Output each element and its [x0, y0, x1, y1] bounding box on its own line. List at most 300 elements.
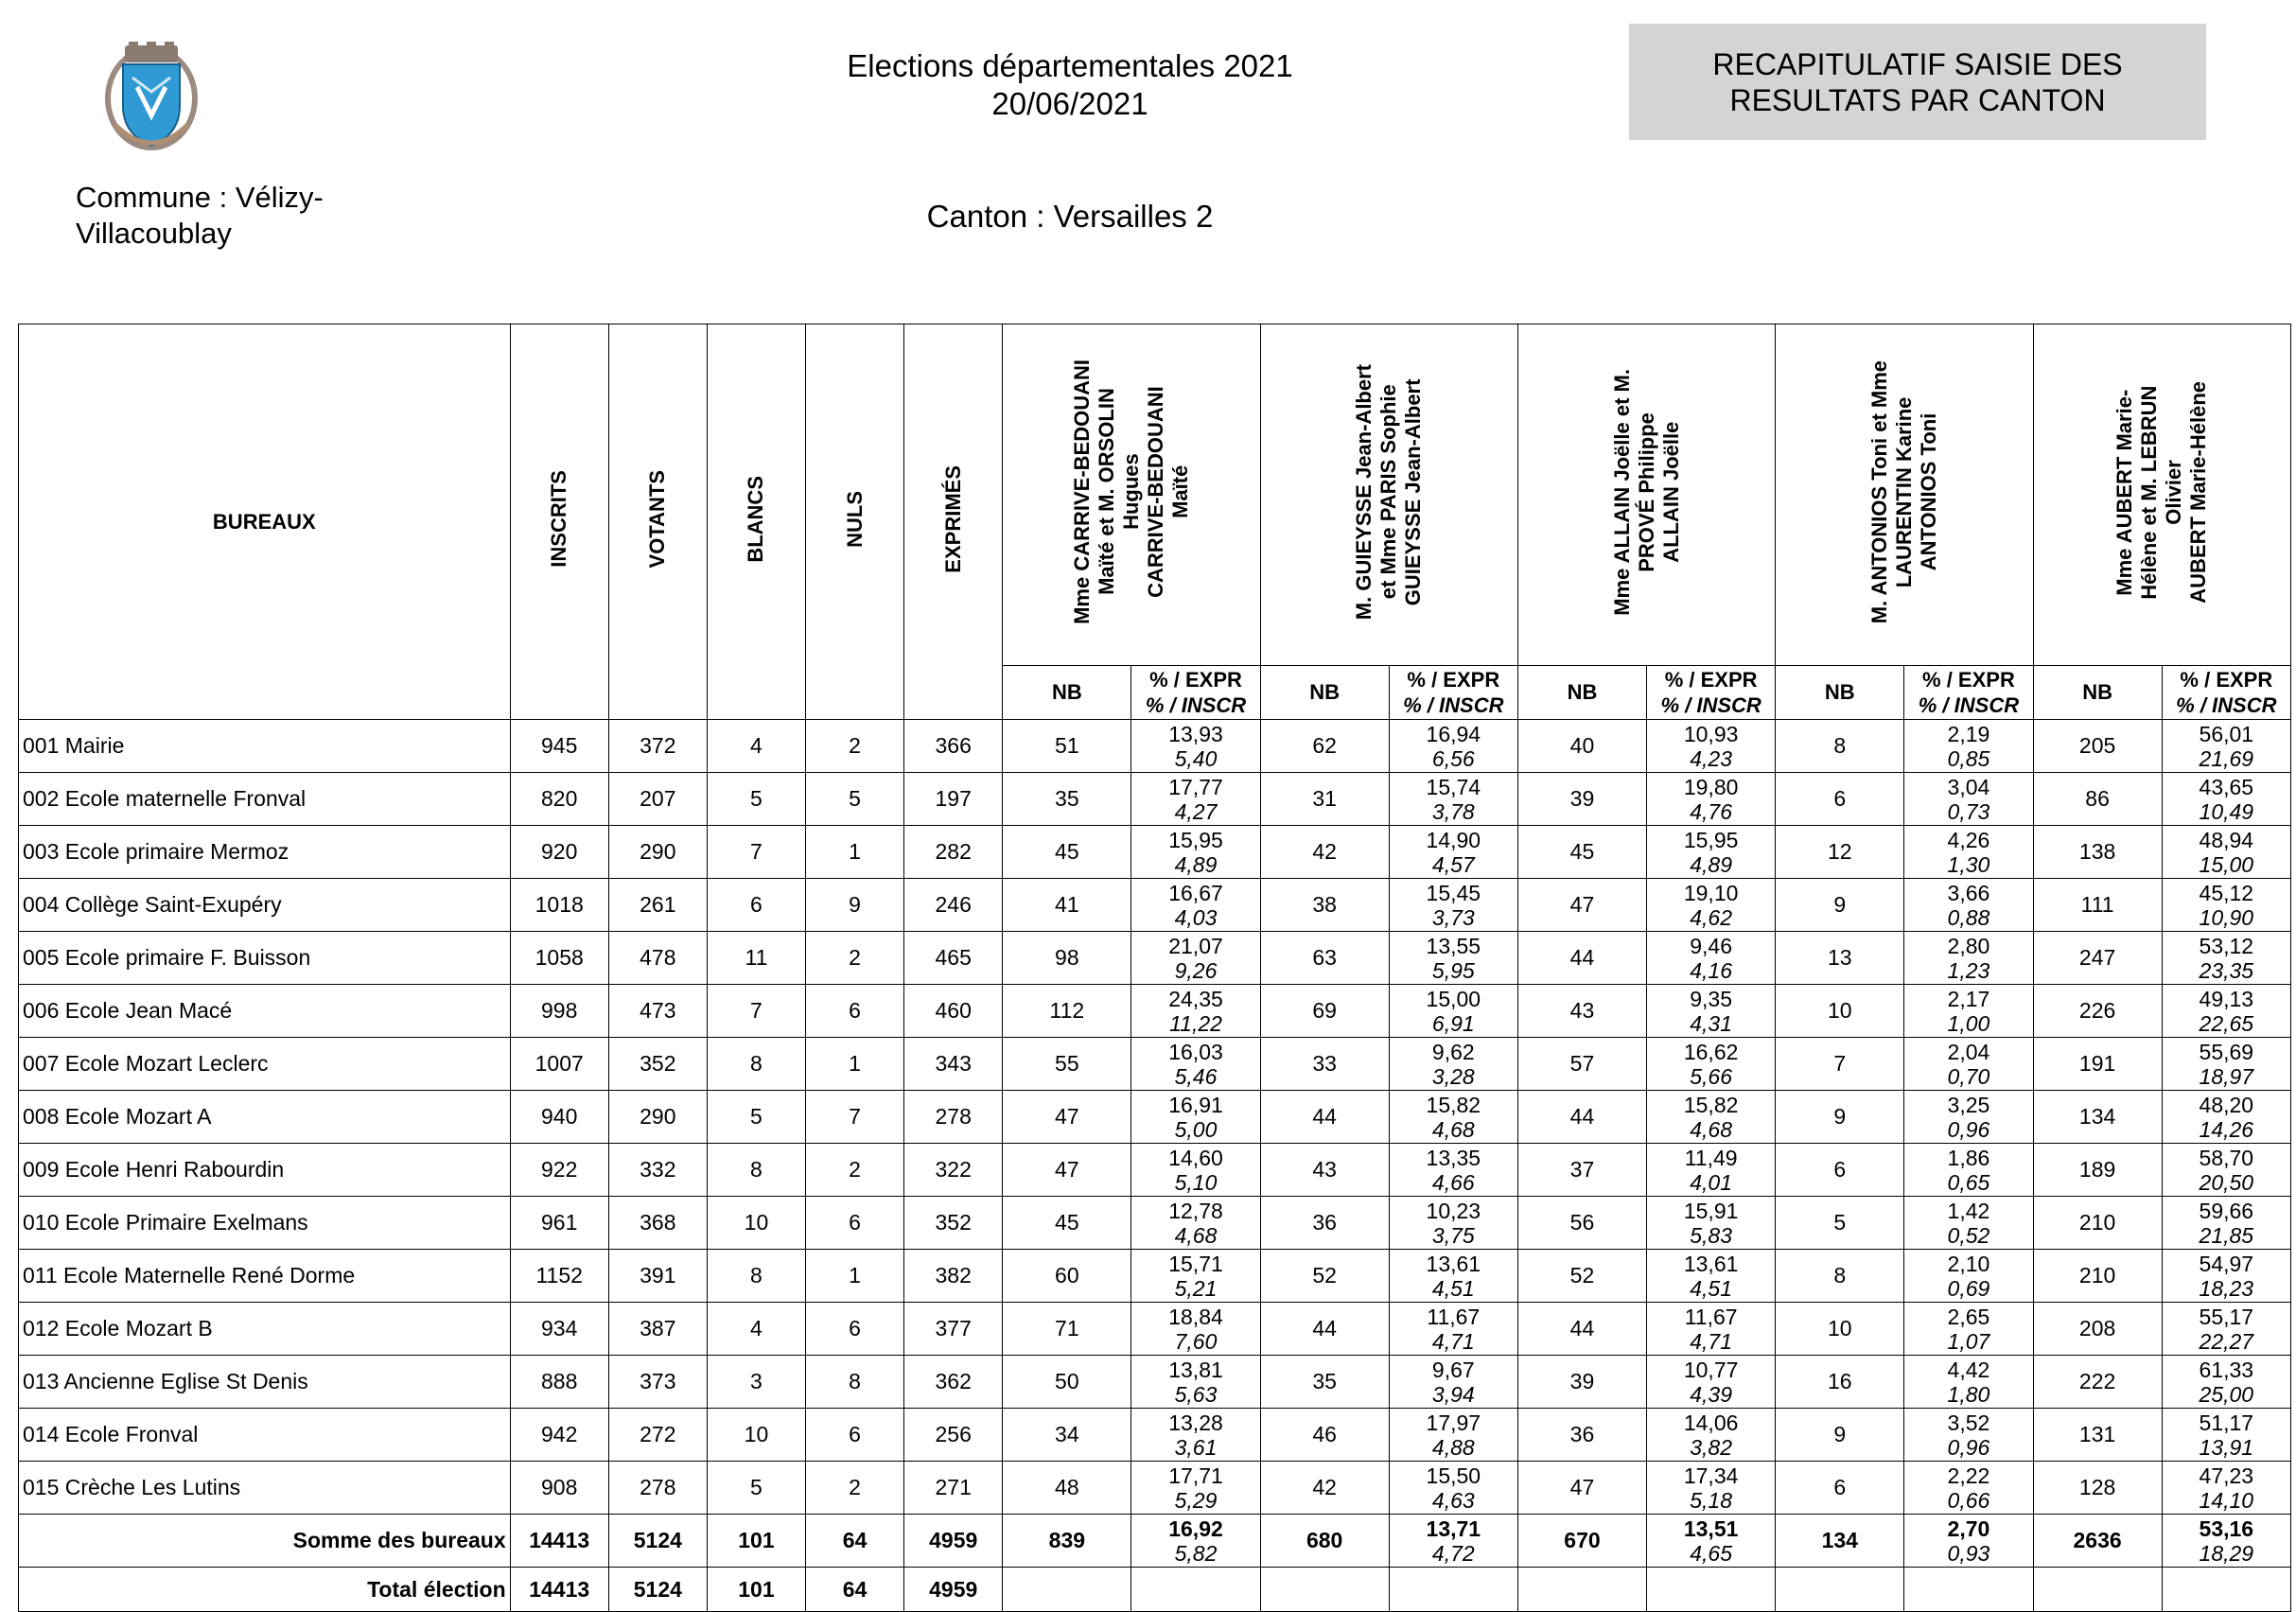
candidate-percent: [1647, 1250, 1776, 1303]
pct-expr-value: 48,94: [2199, 827, 2254, 852]
table-row: [19, 1038, 2291, 1091]
candidate-percent: [1131, 720, 1260, 773]
bureau-value-inscrits: 920: [510, 826, 608, 879]
pct-inscr-value: 11,22: [1169, 1010, 1222, 1036]
pct-inscr-value: 4,31: [1690, 1010, 1732, 1036]
candidate-votes: 43: [1517, 985, 1646, 1038]
bureau-value-exprimés: 366: [904, 720, 1003, 773]
bureau-value-inscrits: 1018: [510, 879, 608, 932]
candidate-votes: 36: [1260, 1197, 1389, 1250]
candidate-votes: 128: [2033, 1462, 2162, 1515]
bureau-name: 010 Ecole Primaire Exelmans: [19, 1197, 511, 1250]
pct-inscr-value: 0,66: [1947, 1487, 1990, 1513]
candidate-percent: [1904, 773, 2033, 826]
candidate-percent: [1389, 1409, 1517, 1462]
pct-inscr-value: 14,10: [2199, 1487, 2254, 1513]
candidate-percent: [1131, 1303, 1260, 1356]
candidate-percent: [1647, 1038, 1776, 1091]
table-row: [19, 1144, 2291, 1197]
table-row: [19, 1197, 2291, 1250]
candidate-votes: 62: [1260, 720, 1389, 773]
pct-header: [2162, 666, 2290, 720]
candidate-percent: [2162, 720, 2290, 773]
bureau-value-inscrits: 922: [510, 1144, 608, 1197]
candidate-percent: [1131, 1038, 1260, 1091]
pct-expr-value: 2,65: [1947, 1304, 1990, 1329]
pct-inscr-value: 5,29: [1174, 1487, 1218, 1513]
pct-inscr-value: 4,65: [1690, 1540, 1732, 1566]
pct-expr-value: 3,52: [1947, 1410, 1990, 1435]
pct-inscr-value: 21,69: [2199, 745, 2254, 771]
candidate-votes: 47: [1517, 879, 1646, 932]
pct-expr-value: 13,93: [1168, 721, 1223, 746]
pct-inscr-value: 4,16: [1690, 957, 1732, 983]
candidate-header: [2033, 324, 2290, 666]
candidate-percent: [2162, 1409, 2290, 1462]
candidate-percent: [1647, 1144, 1776, 1197]
candidate-votes: 6: [1776, 1144, 1904, 1197]
candidate-percent: [1131, 1515, 1260, 1568]
candidate-percent: [1389, 1462, 1517, 1515]
candidate-percent: [1131, 1356, 1260, 1409]
pct-expr-value: 14,60: [1168, 1145, 1223, 1170]
pct-inscr-value: 5,21: [1174, 1275, 1218, 1301]
pct-expr-value: 2,70: [1947, 1516, 1990, 1541]
candidate-percent: [2162, 773, 2290, 826]
bureau-value-blancs: 5: [707, 773, 805, 826]
bureau-value-votants: 368: [608, 1197, 707, 1250]
nb-header: NB: [2033, 666, 2162, 720]
pct-expr-value: 14,90: [1426, 827, 1481, 852]
bureau-name: 001 Mairie: [19, 720, 511, 773]
sum-value: 64: [806, 1515, 904, 1568]
candidate-percent: [2162, 1462, 2290, 1515]
pct-inscr-value: 4,01: [1690, 1169, 1732, 1195]
pct-expr-value: 15,74: [1426, 774, 1481, 799]
bureau-value-nuls: 1: [806, 826, 904, 879]
pct-inscr-value: 3,73: [1431, 904, 1475, 930]
pct-expr-value: 15,82: [1426, 1092, 1481, 1117]
pct-inscr-value: 5,40: [1174, 745, 1218, 771]
candidate-votes: 6: [1776, 773, 1904, 826]
pct-expr-value: 15,71: [1168, 1251, 1223, 1276]
candidate-votes: 52: [1517, 1250, 1646, 1303]
candidate-votes: 210: [2033, 1250, 2162, 1303]
candidate-percent: [1131, 1144, 1260, 1197]
candidate-votes: 37: [1517, 1144, 1646, 1197]
candidate-percent: [1389, 932, 1517, 985]
pct-expr-value: 13,71: [1426, 1516, 1481, 1541]
candidate-votes: 47: [1517, 1462, 1646, 1515]
pct-expr-header: % / EXPR: [2180, 668, 2273, 692]
bureau-value-exprimés: 246: [904, 879, 1003, 932]
candidate-votes: 8: [1776, 1250, 1904, 1303]
candidate-votes: 10: [1776, 985, 1904, 1038]
empty-cell: [1776, 1568, 1904, 1612]
pct-inscr-value: 4,57: [1431, 851, 1475, 877]
bureau-value-exprimés: 278: [904, 1091, 1003, 1144]
candidate-percent: [1131, 773, 1260, 826]
pct-inscr-value: 25,00: [2199, 1381, 2254, 1407]
candidate-votes: 71: [1003, 1303, 1131, 1356]
bureau-value-nuls: 8: [806, 1356, 904, 1409]
candidate-percent: [1904, 1250, 2033, 1303]
bureau-value-blancs: 7: [707, 985, 805, 1038]
candidate-votes: 46: [1260, 1409, 1389, 1462]
candidate-votes: 10: [1776, 1303, 1904, 1356]
pct-expr-value: 15,82: [1683, 1092, 1739, 1117]
pct-inscr-value: 4,76: [1690, 798, 1732, 824]
bureau-name: 015 Crèche Les Lutins: [19, 1462, 511, 1515]
pct-expr-value: 49,13: [2199, 986, 2254, 1011]
candidate-percent: [1904, 1038, 2033, 1091]
candidate-percent: [2162, 1144, 2290, 1197]
pct-expr-value: 24,35: [1168, 986, 1223, 1011]
candidate-votes: 47: [1003, 1091, 1131, 1144]
pct-inscr-value: 6,91: [1431, 1010, 1475, 1036]
pct-expr-value: 14,06: [1683, 1410, 1739, 1435]
candidate-percent: [2162, 826, 2290, 879]
candidate-percent: [1647, 985, 1776, 1038]
bureau-value-exprimés: 197: [904, 773, 1003, 826]
bureau-value-blancs: 4: [707, 720, 805, 773]
pct-expr-value: 53,12: [2199, 933, 2254, 958]
pct-inscr-header: % / INSCR: [2176, 693, 2277, 717]
candidate-percent: [2162, 985, 2290, 1038]
sum-value: 14413: [510, 1515, 608, 1568]
pct-inscr-value: 4,88: [1431, 1434, 1475, 1460]
candidate-votes: 9: [1776, 879, 1904, 932]
pct-inscr-value: 5,82: [1174, 1540, 1218, 1566]
pct-expr-value: 13,61: [1683, 1251, 1739, 1276]
bureau-value-votants: 391: [608, 1250, 707, 1303]
bureau-value-votants: 373: [608, 1356, 707, 1409]
candidate-percent: [1647, 773, 1776, 826]
candidate-percent: [1131, 1091, 1260, 1144]
pct-expr-value: 16,92: [1168, 1516, 1223, 1541]
candidate-votes: 56: [1517, 1197, 1646, 1250]
empty-cell: [1389, 1568, 1517, 1612]
pct-expr-value: 3,66: [1947, 880, 1990, 905]
sum-value: 101: [707, 1515, 805, 1568]
candidate-header: [1003, 324, 1260, 666]
candidate-percent: [1904, 1197, 2033, 1250]
bureau-value-votants: 478: [608, 932, 707, 985]
pct-expr-value: 1,42: [1947, 1198, 1990, 1223]
pct-expr-value: 17,71: [1168, 1463, 1223, 1488]
candidate-percent: [1131, 1409, 1260, 1462]
pct-expr-value: 9,46: [1690, 933, 1732, 958]
pct-expr-value: 13,28: [1168, 1410, 1223, 1435]
bureau-value-nuls: 1: [806, 1250, 904, 1303]
pct-inscr-value: 1,80: [1947, 1381, 1990, 1407]
pct-inscr-value: 7,60: [1174, 1328, 1218, 1354]
total-row-label: Total élection: [19, 1568, 511, 1612]
bureau-value-inscrits: 1058: [510, 932, 608, 985]
pct-header: [1647, 666, 1776, 720]
column-header-inscrits: [510, 324, 608, 720]
pct-expr-value: 18,84: [1168, 1304, 1223, 1329]
candidate-percent: [1647, 826, 1776, 879]
pct-expr-value: 13,55: [1426, 933, 1481, 958]
bureau-value-inscrits: 1152: [510, 1250, 608, 1303]
candidate-votes: 31: [1260, 773, 1389, 826]
candidate-percent: [1389, 879, 1517, 932]
candidate-percent: [1647, 1197, 1776, 1250]
pct-expr-value: 2,19: [1947, 721, 1990, 746]
bureau-value-votants: 290: [608, 1091, 707, 1144]
sum-row: [19, 1515, 2291, 1568]
candidate-percent: [1131, 826, 1260, 879]
pct-inscr-value: 22,27: [2199, 1328, 2254, 1354]
candidate-votes: 51: [1003, 720, 1131, 773]
pct-expr-value: 16,62: [1683, 1039, 1739, 1064]
bureau-value-inscrits: 934: [510, 1303, 608, 1356]
candidate-percent: [1904, 1462, 2033, 1515]
pct-expr-header: % / EXPR: [1664, 668, 1758, 692]
candidate-name: Mme CARRIVE-BEDOUANI Maïté et M. ORSOLIN Hugues CARRIVE-BEDOUANI Maïté: [1069, 359, 1192, 624]
pct-inscr-value: 23,35: [2199, 957, 2254, 983]
bureau-value-nuls: 2: [806, 1144, 904, 1197]
column-header-votants: [608, 324, 707, 720]
nb-header: NB: [1517, 666, 1646, 720]
candidate-votes: 39: [1517, 773, 1646, 826]
candidate-votes: 60: [1003, 1250, 1131, 1303]
bureau-value-blancs: 4: [707, 1303, 805, 1356]
pct-expr-value: 54,97: [2199, 1251, 2254, 1276]
bureau-value-nuls: 7: [806, 1091, 904, 1144]
pct-inscr-value: 0,88: [1947, 904, 1990, 930]
candidate-votes: 670: [1517, 1515, 1646, 1568]
pct-inscr-value: 6,56: [1431, 745, 1475, 771]
bureau-value-blancs: 5: [707, 1462, 805, 1515]
pct-inscr-value: 1,30: [1947, 851, 1990, 877]
pct-inscr-value: 3,75: [1431, 1222, 1475, 1248]
candidate-percent: [1131, 1250, 1260, 1303]
candidate-percent: [2162, 1197, 2290, 1250]
candidate-votes: 34: [1003, 1409, 1131, 1462]
candidate-percent: [1904, 826, 2033, 879]
pct-inscr-value: 5,95: [1431, 957, 1475, 983]
bureau-name: 002 Ecole maternelle Fronval: [19, 773, 511, 826]
bureau-name: 013 Ancienne Eglise St Denis: [19, 1356, 511, 1409]
candidate-percent: [1389, 773, 1517, 826]
pct-expr-header: % / EXPR: [1149, 668, 1242, 692]
candidate-votes: 98: [1003, 932, 1131, 985]
candidate-percent: [1131, 879, 1260, 932]
pct-expr-value: 55,17: [2199, 1304, 2254, 1329]
total-value: 14413: [510, 1568, 608, 1612]
bureau-name: 014 Ecole Fronval: [19, 1409, 511, 1462]
bureau-value-votants: 261: [608, 879, 707, 932]
bureau-value-blancs: 8: [707, 1144, 805, 1197]
bureau-value-nuls: 2: [806, 1462, 904, 1515]
pct-inscr-value: 5,83: [1690, 1222, 1732, 1248]
candidate-percent: [2162, 879, 2290, 932]
bureau-name: 011 Ecole Maternelle René Dorme: [19, 1250, 511, 1303]
candidate-name: M. ANTONIOS Toni et Mme LAURENTIN Karine ANTONIOS Toni: [1867, 359, 1940, 624]
table-row: [19, 826, 2291, 879]
bureau-value-blancs: 11: [707, 932, 805, 985]
pct-inscr-value: 0,70: [1947, 1063, 1990, 1089]
candidate-percent: [1647, 879, 1776, 932]
election-title: Elections départementales 2021: [847, 48, 1293, 83]
pct-expr-value: 58,70: [2199, 1145, 2254, 1170]
bureau-value-blancs: 8: [707, 1038, 805, 1091]
candidate-percent: [1389, 826, 1517, 879]
total-row: [19, 1568, 2291, 1612]
pct-inscr-value: 18,23: [2199, 1275, 2254, 1301]
candidate-percent: [2162, 1038, 2290, 1091]
pct-expr-value: 13,61: [1426, 1251, 1481, 1276]
table-row: [19, 932, 2291, 985]
column-header-nuls: [806, 324, 904, 720]
candidate-percent: [2162, 1250, 2290, 1303]
pct-inscr-value: 1,23: [1947, 957, 1990, 983]
pct-expr-value: 15,95: [1683, 827, 1739, 852]
empty-cell: [1003, 1568, 1131, 1612]
candidate-percent: [1389, 1038, 1517, 1091]
pct-inscr-value: 18,29: [2199, 1540, 2254, 1566]
pct-expr-value: 10,93: [1683, 721, 1739, 746]
candidate-votes: 55: [1003, 1038, 1131, 1091]
pct-inscr-value: 13,91: [2199, 1434, 2254, 1460]
bureau-value-blancs: 3: [707, 1356, 805, 1409]
pct-expr-value: 11,67: [1684, 1304, 1738, 1329]
candidate-votes: 8: [1776, 720, 1904, 773]
pct-inscr-value: 4,39: [1690, 1381, 1732, 1407]
pct-expr-value: 3,25: [1947, 1092, 1990, 1117]
column-header-label: EXPRIMÉS: [940, 464, 965, 573]
candidate-votes: 47: [1003, 1144, 1131, 1197]
candidate-percent: [1389, 1250, 1517, 1303]
bureau-value-inscrits: 961: [510, 1197, 608, 1250]
pct-inscr-header: % / INSCR: [1145, 693, 1247, 717]
pct-expr-value: 3,04: [1947, 774, 1990, 799]
pct-inscr-value: 0,96: [1947, 1116, 1990, 1142]
pct-expr-value: 4,26: [1947, 827, 1990, 852]
candidate-votes: 680: [1260, 1515, 1389, 1568]
candidate-percent: [2162, 1303, 2290, 1356]
candidate-percent: [2162, 1356, 2290, 1409]
pct-inscr-value: 4,72: [1431, 1540, 1475, 1566]
bureau-value-exprimés: 465: [904, 932, 1003, 985]
table-row: [19, 720, 2291, 773]
candidate-votes: 44: [1517, 932, 1646, 985]
nb-header: NB: [1260, 666, 1389, 720]
bureau-value-inscrits: 908: [510, 1462, 608, 1515]
pct-expr-value: 15,45: [1426, 880, 1481, 905]
bureau-value-votants: 387: [608, 1303, 707, 1356]
candidate-votes: 2636: [2033, 1515, 2162, 1568]
pct-inscr-value: 5,46: [1174, 1063, 1218, 1089]
candidate-percent: [1389, 720, 1517, 773]
bureau-value-blancs: 6: [707, 879, 805, 932]
pct-expr-value: 2,04: [1947, 1039, 1990, 1064]
pct-inscr-value: 20,50: [2199, 1169, 2254, 1195]
pct-expr-value: 19,80: [1683, 774, 1739, 799]
pct-inscr-header: % / INSCR: [1918, 693, 2020, 717]
column-header-label: NULS: [842, 490, 867, 548]
bureau-value-inscrits: 888: [510, 1356, 608, 1409]
header-row-top: [19, 324, 2291, 666]
pct-expr-header: % / EXPR: [1407, 668, 1500, 692]
candidate-votes: 134: [1776, 1515, 1904, 1568]
sum-value: 4959: [904, 1515, 1003, 1568]
pct-expr-value: 59,66: [2199, 1198, 2254, 1223]
candidate-votes: 7: [1776, 1038, 1904, 1091]
candidate-percent: [1647, 1515, 1776, 1568]
candidate-votes: 205: [2033, 720, 2162, 773]
pct-inscr-value: 0,85: [1947, 745, 1990, 771]
pct-inscr-value: 15,00: [2199, 851, 2254, 877]
candidate-votes: 69: [1260, 985, 1389, 1038]
candidate-votes: 208: [2033, 1303, 2162, 1356]
pct-expr-value: 15,00: [1426, 986, 1481, 1011]
pct-inscr-header: % / INSCR: [1660, 693, 1761, 717]
pct-expr-value: 2,10: [1947, 1251, 1990, 1276]
table-row: [19, 1303, 2291, 1356]
pct-expr-header: % / EXPR: [1922, 668, 2015, 692]
candidate-votes: 48: [1003, 1462, 1131, 1515]
candidate-votes: 222: [2033, 1356, 2162, 1409]
candidate-percent: [1904, 1515, 2033, 1568]
pct-expr-value: 56,01: [2199, 721, 2254, 746]
pct-inscr-value: 14,26: [2199, 1116, 2254, 1142]
pct-expr-value: 13,35: [1426, 1145, 1481, 1170]
pct-inscr-value: 9,26: [1174, 957, 1218, 983]
candidate-votes: 210: [2033, 1197, 2162, 1250]
candidate-votes: 52: [1260, 1250, 1389, 1303]
candidate-percent: [1647, 720, 1776, 773]
candidate-votes: 12: [1776, 826, 1904, 879]
pct-header: [1904, 666, 2033, 720]
pct-expr-value: 45,12: [2199, 880, 2254, 905]
candidate-percent: [1647, 1356, 1776, 1409]
candidate-votes: 39: [1517, 1356, 1646, 1409]
pct-inscr-value: 10,49: [2199, 798, 2254, 824]
candidate-percent: [1131, 1197, 1260, 1250]
pct-inscr-value: 21,85: [2199, 1222, 2254, 1248]
candidate-percent: [1647, 1409, 1776, 1462]
election-date: 20/06/2021: [991, 86, 1148, 121]
pct-expr-value: 48,20: [2199, 1092, 2254, 1117]
candidate-votes: 9: [1776, 1091, 1904, 1144]
candidate-votes: 138: [2033, 826, 2162, 879]
bureau-value-votants: 332: [608, 1144, 707, 1197]
pct-expr-value: 43,65: [2199, 774, 2254, 799]
candidate-votes: 41: [1003, 879, 1131, 932]
candidate-votes: 45: [1003, 826, 1131, 879]
candidate-votes: 226: [2033, 985, 2162, 1038]
pct-expr-value: 47,23: [2199, 1463, 2254, 1488]
bureau-value-inscrits: 942: [510, 1409, 608, 1462]
column-header-exprimés: [904, 324, 1003, 720]
bureau-value-exprimés: 322: [904, 1144, 1003, 1197]
candidate-percent: [1904, 1303, 2033, 1356]
candidate-percent: [1904, 932, 2033, 985]
candidate-percent: [1389, 1303, 1517, 1356]
candidate-percent: [1389, 1356, 1517, 1409]
candidate-percent: [1647, 932, 1776, 985]
candidate-percent: [1904, 1409, 2033, 1462]
pct-expr-value: 2,80: [1947, 933, 1990, 958]
bureau-value-nuls: 6: [806, 1409, 904, 1462]
candidate-votes: 44: [1517, 1303, 1646, 1356]
column-header-label: VOTANTS: [645, 469, 670, 569]
bureau-value-exprimés: 377: [904, 1303, 1003, 1356]
pct-inscr-value: 0,96: [1947, 1434, 1990, 1460]
